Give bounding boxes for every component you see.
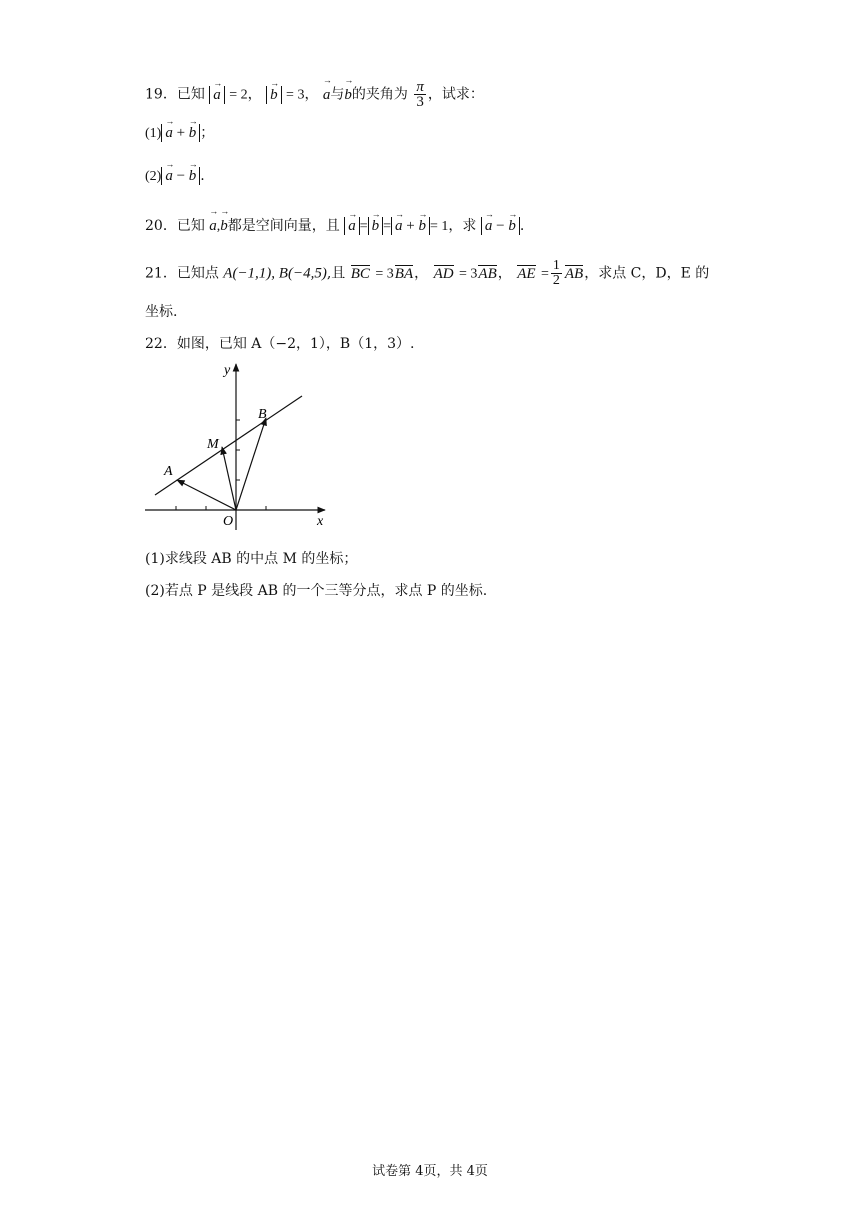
fraction-pi-3: $\frac{\pi}{3}$: [416, 79, 424, 110]
label-b: B: [258, 407, 267, 422]
q21-line-2: 坐标.: [145, 304, 178, 320]
q22-number: 22．: [145, 336, 177, 352]
vector-oa: [177, 480, 236, 510]
label-o: O: [223, 514, 234, 529]
q19-number: 19．: [145, 86, 177, 103]
question-21: 21．已知点 A(−1,1), B(−4,5),且 BC = 3BA， AD = 3AB， AE = $\frac{1}{2}$ AB，求点 C，D，E 的: [145, 258, 710, 288]
label-y: y: [224, 363, 231, 378]
q22-part-1: (1)求线段 AB 的中点 M 的坐标；: [145, 551, 358, 567]
q21-number: 21．: [145, 265, 177, 282]
page-footer: 试卷第 4页，共 4页: [372, 1164, 488, 1179]
question-19: 19．已知 → a = 2， → b = 3， → a与→ b的夹角为 $\frac{\pi}{3}$ ，试求：: [145, 80, 484, 109]
norm-a-minus-b: → a − → b: [161, 167, 200, 185]
q22-part-2: (2)若点 P 是线段 AB 的一个三等分点，求点 P 的坐标.: [145, 583, 488, 599]
q19-part-1: (1)→ a + → b ；: [145, 122, 214, 142]
label-m: M: [207, 437, 219, 452]
norm-b: → b: [266, 86, 282, 104]
question-22: 22．如图，已知 A（−2，1），B（1，3）.: [145, 336, 415, 352]
label-a: A: [164, 464, 173, 479]
label-x: x: [317, 514, 324, 529]
norm-a-plus-b: → a + → b: [161, 124, 200, 142]
vector-om: [222, 447, 236, 510]
q20-number: 20．: [145, 218, 177, 234]
question-20: 20．已知 → a,→ b都是空间向量，且 → a =→ b =→ a + → b = 1，求 → a − → b .: [145, 215, 524, 235]
norm-a: → a: [209, 86, 225, 104]
q19-part-2: (2)→ a − → b .: [145, 167, 205, 185]
coordinate-figure: [140, 358, 340, 533]
vector-ob: [236, 418, 266, 510]
